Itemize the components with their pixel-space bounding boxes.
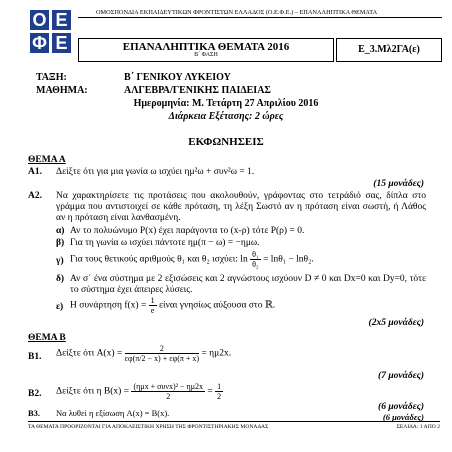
fraction (131, 382, 205, 401)
fraction-numerator: 2 (125, 344, 199, 354)
fraction-denominator: 2 (166, 392, 171, 401)
item-text: Αν σ΄ ένα σύστημα με 2 εξισώσεις και 2 αγνώστους ισχύουν D ≠ 0 και Dx=0 και Dy=0, τότε το σύστημα έχει άπειρες λύσεις. (70, 274, 426, 295)
b1-number: Β1. (28, 352, 42, 362)
logo-letter: Ε (52, 33, 71, 53)
b2-post: = (207, 386, 213, 397)
code-box (336, 38, 442, 62)
fraction-numerator: (ημx + συνx)² − ημ2x (133, 382, 204, 391)
fraction (125, 344, 199, 363)
item-text: Αν το πολυώνυμο P(x) έχει παράγοντα το (x-ρ) τότε P(ρ) = 0. (70, 226, 305, 236)
a1-number: Α1. (28, 167, 42, 177)
class-label: ΤΑΞΗ: (36, 72, 67, 83)
b3-text: Να λυθεί η εξίσωση A(x) = B(x). (56, 408, 170, 418)
logo-letter: Ο (30, 10, 49, 30)
b2-equation (56, 382, 223, 401)
phase-label: Β΄ ΦΑΣΗ (194, 52, 218, 58)
fraction-numerator: θ₁ (252, 250, 259, 259)
footer-divider (28, 421, 440, 422)
b1-post: = ημ2x. (201, 348, 232, 359)
b2-number: Β2. (28, 389, 42, 399)
fraction (149, 296, 157, 315)
a1-text: Δείξτε ότι για μια γωνία ω ισχύει ημ²ω + συν²ω = 1. (56, 167, 255, 177)
fraction-denominator: e (150, 306, 155, 315)
item-label: γ) (56, 256, 64, 266)
exam-date: Ημερομηνία: Μ. Τετάρτη 27 Απριλίου 2016 (133, 98, 319, 109)
logo-letter: Ε (52, 10, 71, 30)
b1-marks: (7 μονάδες) (378, 371, 424, 381)
class-value: Β΄ ΓΕΝΙΚΟΥ ΛΥΚΕΙΟΥ (124, 72, 231, 83)
footer-page-number: ΣΕΛΙΔΑ: 1 ΑΠΟ 2 (396, 424, 440, 430)
fraction-denominator: εφ(π/2 − x) + εφ(π + x) (124, 354, 200, 363)
item-text-post: = lnθ₁ − lnθ₂. (263, 254, 314, 265)
item-label: β) (56, 238, 65, 248)
header-divider (78, 17, 442, 18)
a1-marks: (15 μονάδες) (373, 179, 424, 189)
exam-code: Ε_3.Μλ2ΓΑ(ε) (358, 44, 420, 55)
subject-label: ΜΑΘΗΜΑ: (36, 85, 88, 96)
logo-letter: Φ (30, 33, 49, 53)
item-text-pre: Η συνάρτηση f(x) = (70, 300, 147, 311)
item-text (70, 296, 275, 315)
theme-a-title: ΘΕΜΑ Α (28, 155, 66, 165)
fraction-denominator: 2 (217, 392, 222, 401)
item-label: δ) (56, 274, 65, 284)
b3-number: Β3. (28, 408, 41, 418)
title-box (78, 38, 334, 62)
fraction (215, 382, 223, 401)
org-line: ΟΜΟΣΠΟΝΔΙΑ ΕΚΠΑΙΔΕΥΤΙΚΩΝ ΦΡΟΝΤΙΣΤΩΝ ΕΛΛΑΔΟΣ (Ο.Ε.Φ.Ε.) – ΕΠΑΝΑΛΗΠΤΙΚΑ ΘΕΜΑΤΑ (96, 9, 378, 16)
b3-marks: (6 μονάδες) (382, 412, 424, 422)
fraction (250, 250, 261, 269)
fraction-numerator: 1 (150, 296, 155, 305)
b2-marks: (6 μονάδες) (378, 402, 424, 412)
fraction-denominator: θ₂ (252, 260, 259, 269)
oefe-logo (30, 10, 72, 54)
item-text: Για τη γωνία ω ισχύει πάντοτε ημ(π − ω) = −ημω. (70, 238, 260, 248)
b2-pre: Δείξτε ότι η B(x) = (56, 386, 130, 397)
item-label: ε) (56, 302, 64, 312)
item-text-post: είναι γνησίως αύξουσα στο ℝ. (159, 300, 276, 311)
b1-pre: Δείξτε ότι A(x) = (56, 348, 123, 359)
a2-number: Α2. (28, 191, 42, 201)
item-text (70, 250, 314, 269)
footer-notice: ΤΑ ΘΕΜΑΤΑ ΠΡΟΟΡΙΖΟΝΤΑΙ ΓΙΑ ΑΠΟΚΛΕΙΣΤΙΚΗ ΧΡΗΣΗ ΤΗΣ ΦΡΟΝΤΙΣΤΗΡΙΑΚΗΣ ΜΟΝΑΔΑΣ (28, 424, 269, 430)
exam-series-title: ΕΠΑΝΑΛΗΠΤΙΚΑ ΘΕΜΑΤΑ 2016 (122, 41, 290, 53)
subject-value: ΑΛΓΕΒΡΑ/ΓΕΝΙΚΗΣ ΠΑΙΔΕΙΑΣ (124, 85, 271, 96)
fraction-numerator: 1 (217, 382, 222, 391)
exam-duration: Διάρκεια Εξέτασης: 2 ώρες (168, 111, 284, 122)
a2-marks: (2x5 μονάδες) (368, 318, 424, 328)
b1-equation (56, 344, 231, 363)
item-text-pre: Για τους θετικούς αριθμούς θ₁ και θ₂ ισχύει: ln (70, 254, 248, 265)
theme-b-title: ΘΕΜΑ Β (28, 333, 66, 343)
a2-text: Να χαρακτηρίσετε τις προτάσεις που ακολουθούν, γράφοντας στο τετράδιό σας, δίπλα στο γράμμα που αντιστοιχεί σε κάθε πρόταση, τη λέξη Σωστό αν η πρόταση είναι σωστή, ή Λάθος αν η πρόταση είναι λανθασμένη. (56, 191, 426, 223)
item-label: α) (56, 226, 65, 236)
section-title: ΕΚΦΩΝΗΣΕΙΣ (188, 136, 264, 148)
